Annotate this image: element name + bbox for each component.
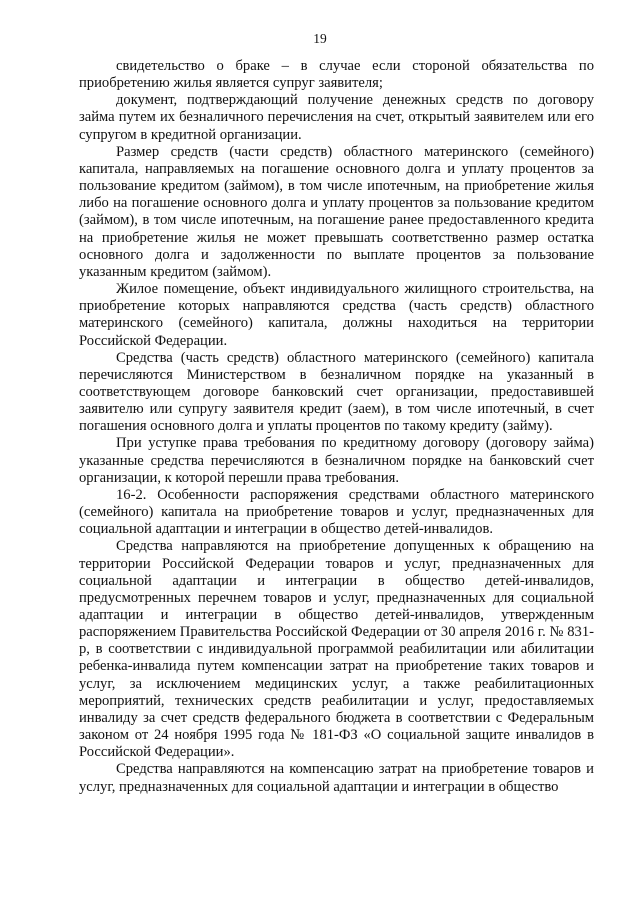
page-number: 19 (313, 31, 327, 46)
paragraph-transfer-procedure: Средства (часть средств) областного материнского (семейного) капитала перечисляются Министерством в безналичном порядке на указанный в соответствующем договоре банковский счет организации, предоставившей заявителю или супругу заявителя кредит (заем), в том числе ипотечный, в счет погашения основного долга и уплаты процентов по такому кредиту (займу). (79, 349, 594, 435)
document-body (79, 58, 594, 796)
paragraph-compensation: Средства направляются на компенсацию затрат на приобретение товаров и услуг, предназначенных для социальной адаптации и интеграции в общество (79, 761, 594, 795)
paragraph-marriage-certificate: свидетельство о браке – в случае если стороной обязательства по приобретению жилья является супруг заявителя; (79, 58, 594, 92)
paragraph-claim-assignment: При уступке права требования по кредитному договору (договору займа) указанные средства перечисляются в безналичном порядке на банковский счет организации, к которой перешли права требования. (79, 435, 594, 486)
paragraph-loan-document: документ, подтверждающий получение денежных средств по договору займа путем их безналичного перечисления на счет, открытый заявителем или его супругом в кредитной организации. (79, 92, 594, 143)
section-heading-16-2: 16-2. Особенности распоряжения средствами областного материнского (семейного) капитала на приобретение товаров и услуг, предназначенных для социальной адаптации и интеграции в общество детей-инвалидов. (79, 486, 594, 538)
paragraph-housing-location: Жилое помещение, объект индивидуального жилищного строительства, на приобретение которых направляются средства (часть средств) областного материнского (семейного) капитала, должны находиться на территории Российской Федерации. (79, 281, 594, 349)
paragraph-capital-amount: Размер средств (части средств) областного материнского (семейного) капитала, направляемых на погашение основного долга и уплату процентов за пользование кредитом (займом), в том числе ипотечным, на приобретение жилья либо на погашение основного долга и уплату процентов за пользование кредитом (займом), в том числе ипотечным, на погашение ранее предоставленного кредита на приобретение жилья не может превышать соответственно размер остатка основного долга и задолженности по выплате процентов за пользование указанным кредитом (займом). (79, 143, 594, 280)
paragraph-goods-services: Средства направляются на приобретение допущенных к обращению на территории Российской Федерации товаров и услуг, предназначенных для социальной адаптации и интеграции в общество детей-инвалидов, предусмотренных перечнем товаров и услуг, предназначенных для социальной адаптации и интеграции в общество детей-инвалидов, утвержденным распоряжением Правительства Российской Федерации от 30 апреля 2016 г. № 831-р, в соответствии с индивидуальной программой реабилитации или абилитации ребенка-инвалида путем компенсации затрат на приобретение таких товаров и услуг, за исключением медицинских услуг, а также реабилитационных мероприятий, технических средств реабилитации и услуг, предоставляемых инвалиду за счет средств федерального бюджета в соответствии с Федеральным законом от 24 ноября 1995 года № 181-ФЗ «О социальной защите инвалидов в Российской Федерации». (79, 538, 594, 761)
